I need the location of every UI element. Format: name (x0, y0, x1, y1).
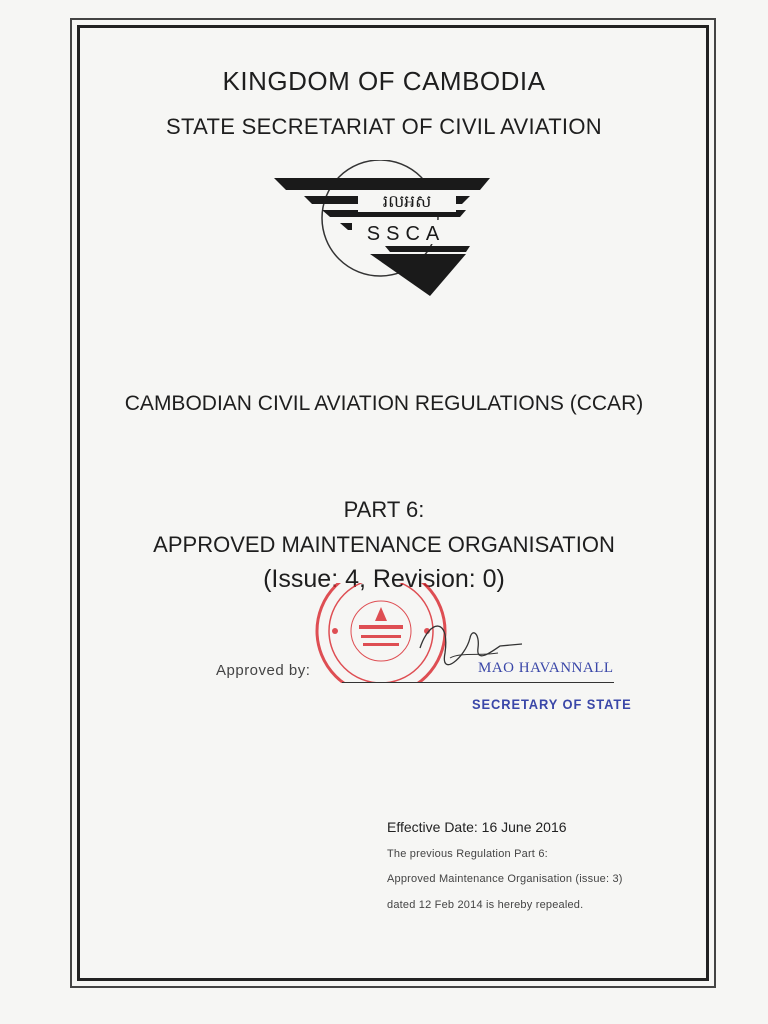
part-number: PART 6: (343, 497, 425, 522)
signature-line (342, 682, 614, 683)
effective-date: Effective Date: 16 June 2016 (387, 819, 567, 835)
agency-heading: STATE SECRETARIAT OF CIVIL AVIATION (166, 114, 602, 139)
issue-revision: (Issue: 4, Revision: 0) (263, 565, 505, 593)
ssca-logo (270, 160, 500, 300)
logo-khmer-text: រលអស (382, 192, 432, 212)
logo-acronym: SSCA (366, 223, 446, 245)
repeal-note-line: dated 12 Feb 2014 is hereby repealed. (387, 899, 584, 911)
part-title: APPROVED MAINTENANCE ORGANISATION (153, 532, 615, 557)
country-heading: KINGDOM OF CAMBODIA (222, 66, 546, 96)
regulation-title: CAMBODIAN CIVIL AVIATION REGULATIONS (CCAR) (124, 392, 644, 415)
approved-by-label: Approved by: (216, 662, 311, 679)
repeal-note-line: The previous Regulation Part 6: (387, 848, 548, 860)
repeal-note-line: Approved Maintenance Organisation (issue: 3) (387, 873, 623, 885)
signer-title: SECRETARY OF STATE (472, 696, 632, 712)
signer-name: MAO HAVANNALL (478, 660, 614, 676)
